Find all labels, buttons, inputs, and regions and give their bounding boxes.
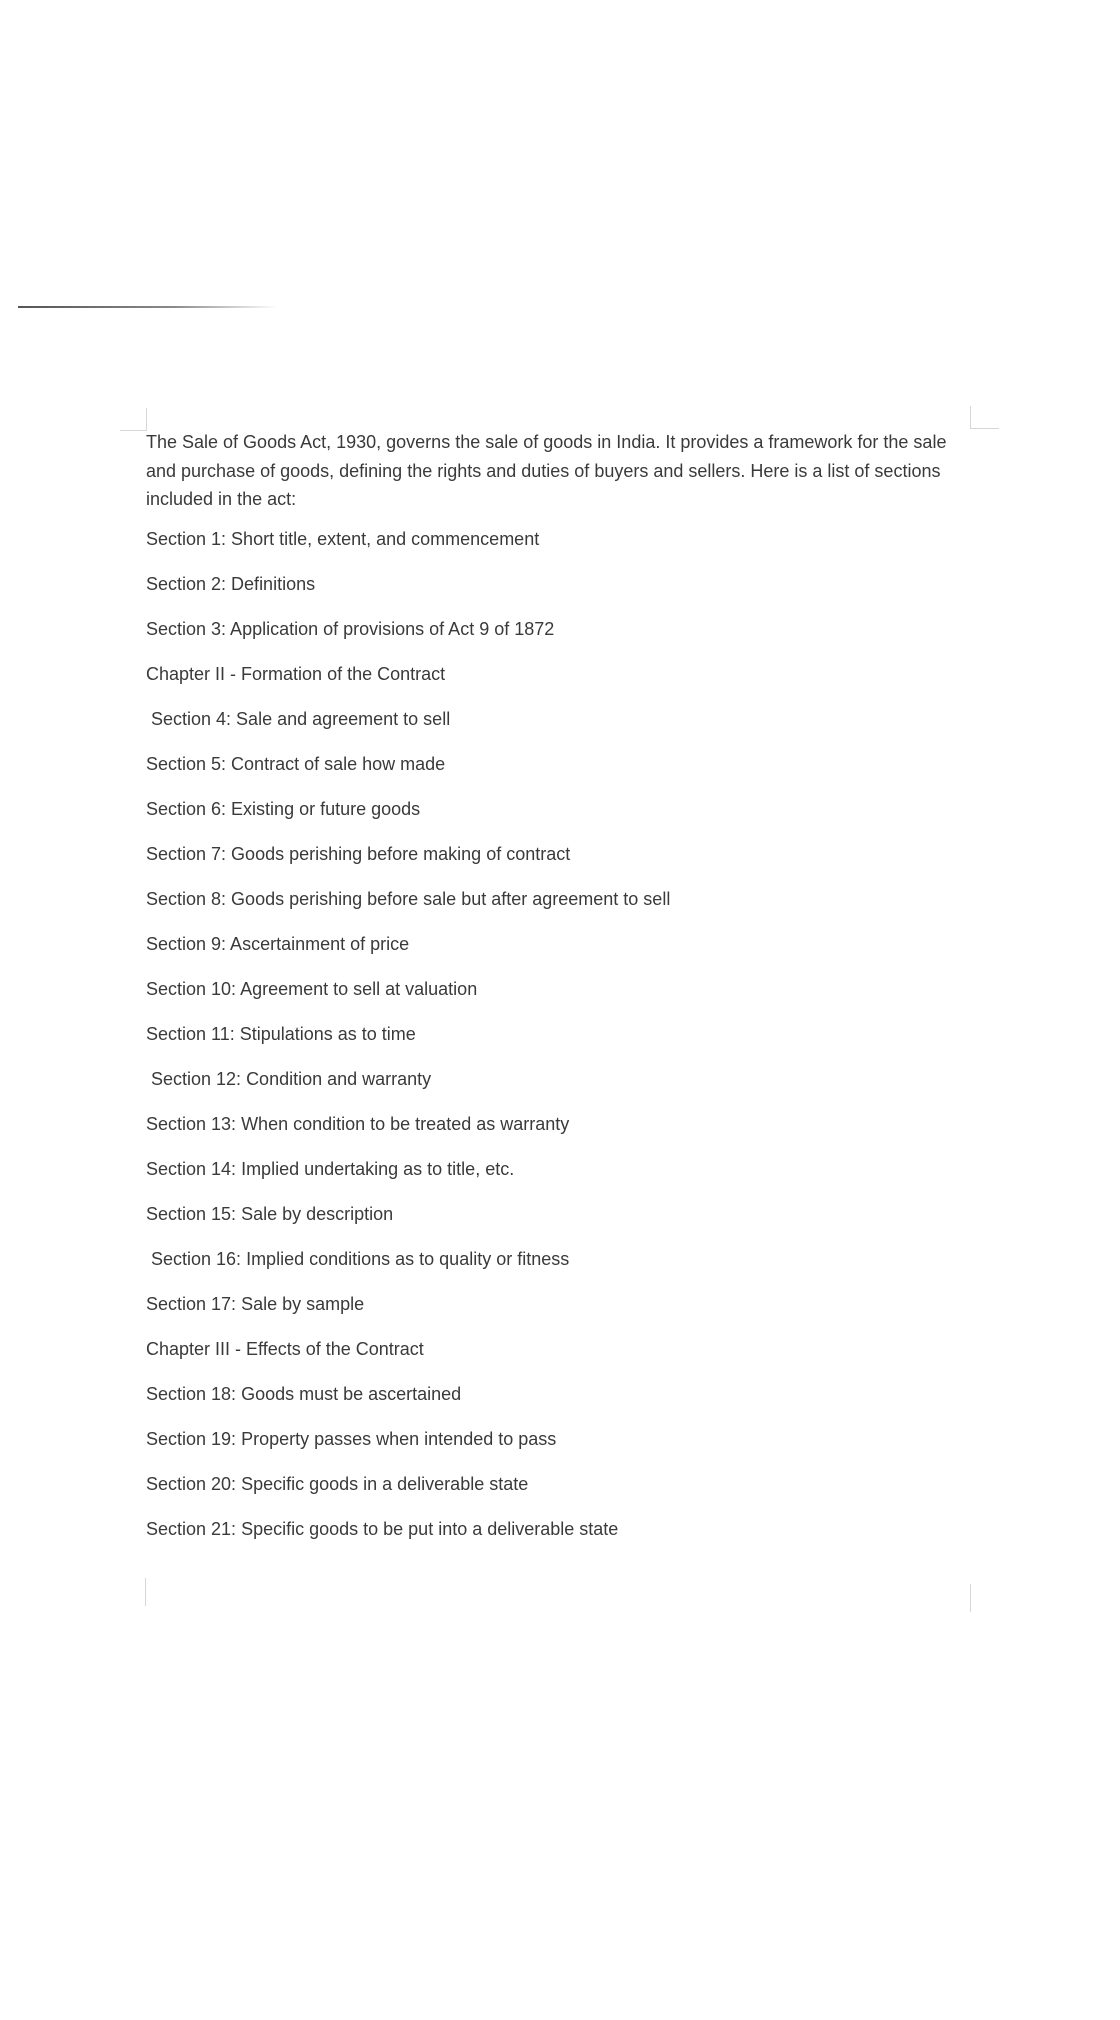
- header-rule: [18, 306, 278, 308]
- margin-marker-bottom-right: [970, 1584, 971, 1612]
- section-item: Section 5: Contract of sale how made: [146, 753, 446, 774]
- section-item: Section 2: Definitions: [146, 573, 316, 594]
- section-item: Section 12: Condition and warranty: [151, 1068, 432, 1089]
- section-item: Section 13: When condition to be treated as warranty: [146, 1113, 570, 1134]
- section-item: Section 18: Goods must be ascertained: [146, 1383, 462, 1404]
- section-item: Section 15: Sale by description: [146, 1203, 394, 1224]
- document-body[interactable]: [146, 428, 976, 1562]
- section-list: [146, 527, 976, 1542]
- section-item: Section 21: Specific goods to be put into a deliverable state: [146, 1518, 619, 1539]
- margin-corner-top-right: [970, 406, 999, 429]
- section-item: Section 16: Implied conditions as to quality or fitness: [151, 1248, 570, 1269]
- section-item: Section 19: Property passes when intended to pass: [146, 1428, 557, 1449]
- section-item: Section 8: Goods perishing before sale but after agreement to sell: [146, 888, 671, 909]
- section-item: Section 11: Stipulations as to time: [146, 1023, 416, 1044]
- section-item: Section 10: Agreement to sell at valuation: [146, 978, 478, 999]
- margin-corner-top-left: [120, 408, 147, 431]
- margin-marker-bottom-left: [145, 1578, 146, 1606]
- section-item: Section 4: Sale and agreement to sell: [151, 708, 451, 729]
- chapter-heading: Chapter II - Formation of the Contract: [146, 663, 446, 684]
- section-item: Section 9: Ascertainment of price: [146, 933, 410, 954]
- section-item: Section 17: Sale by sample: [146, 1293, 365, 1314]
- section-item: Section 1: Short title, extent, and commencement: [146, 528, 540, 549]
- intro-paragraph: The Sale of Goods Act, 1930, governs the sale of goods in India. It provides a framework for the sale and purchase of goods, defining the rights and duties of buyers and sellers. Here is a list of sections included in the act:: [146, 432, 947, 509]
- section-item: Section 20: Specific goods in a deliverable state: [146, 1473, 529, 1494]
- section-item: Section 14: Implied undertaking as to title, etc.: [146, 1158, 515, 1179]
- section-item: Section 6: Existing or future goods: [146, 798, 421, 819]
- chapter-heading: Chapter III - Effects of the Contract: [146, 1338, 424, 1359]
- section-item: Section 3: Application of provisions of Act 9 of 1872: [146, 618, 555, 639]
- section-item: Section 7: Goods perishing before making of contract: [146, 843, 571, 864]
